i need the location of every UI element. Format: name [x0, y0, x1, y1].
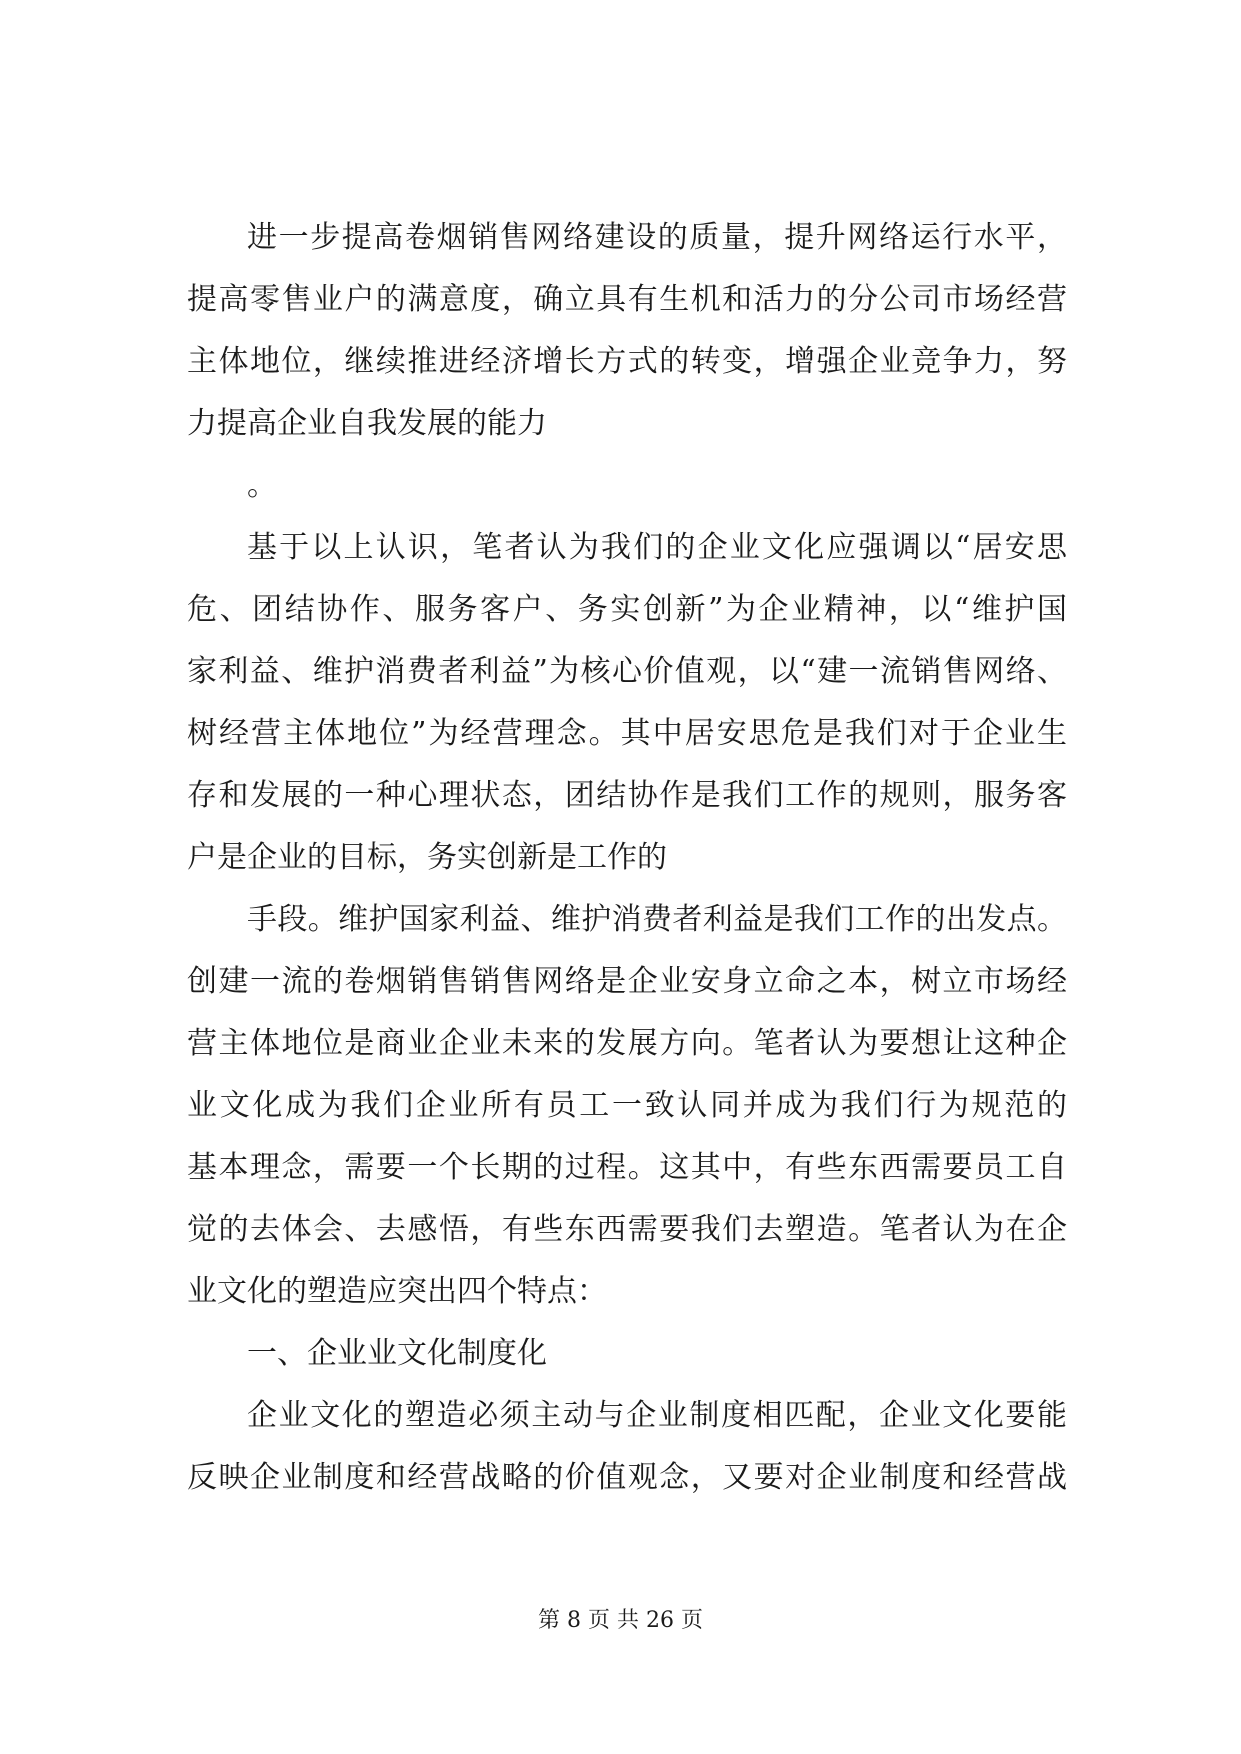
text-line: 树经营主体地位”为经营理念。其中居安思危是我们对于企业生	[187, 716, 1067, 751]
text-line: 基于以上认识，笔者认为我们的企业文化应强调以“居安思	[247, 530, 1067, 565]
text-line: 创建一流的卷烟销售销售网络是企业安身立命之本，树立市场经	[187, 964, 1067, 999]
text-line: 业文化成为我们企业所有员工一致认同并成为我们行为规范的	[187, 1088, 1067, 1123]
page-footer	[0, 1606, 1241, 1636]
document-body	[187, 207, 1067, 1509]
text-line: 力提高企业自我发展的能力	[187, 406, 547, 441]
section-heading: 一、企业业文化制度化	[247, 1336, 547, 1371]
text-line: 户是企业的目标，务实创新是工作的	[187, 840, 667, 875]
text-line: 危、团结协作、服务客户、务实创新”为企业精神，以“维护国	[187, 592, 1067, 627]
text-line: 手段。维护国家利益、维护消费者利益是我们工作的出发点。	[247, 902, 1067, 937]
text-line: 基本理念，需要一个长期的过程。这其中，有些东西需要员工自	[187, 1150, 1067, 1185]
page-number-label: 第 8 页 共 26 页	[538, 1608, 703, 1633]
text-line: 企业文化的塑造必须主动与企业制度相匹配，企业文化要能	[247, 1398, 1067, 1433]
text-line: 进一步提高卷烟销售网络建设的质量，提升网络运行水平，	[247, 220, 1067, 255]
text-line: 存和发展的一种心理状态，团结协作是我们工作的规则，服务客	[187, 778, 1067, 813]
text-line: 家利益、维护消费者利益”为核心价值观，以“建一流销售网络、	[187, 654, 1067, 689]
text-line: 提高零售业户的满意度，确立具有生机和活力的分公司市场经营	[187, 282, 1067, 317]
text-line: 主体地位，继续推进经济增长方式的转变，增强企业竞争力，努	[187, 344, 1067, 379]
text-line: 反映企业制度和经营战略的价值观念，又要对企业制度和经营战	[187, 1460, 1067, 1495]
text-line: 觉的去体会、去感悟，有些东西需要我们去塑造。笔者认为在企	[187, 1212, 1067, 1247]
text-line: 业文化的塑造应突出四个特点：	[187, 1274, 607, 1309]
text-line: 营主体地位是商业企业未来的发展方向。笔者认为要想让这种企	[187, 1026, 1067, 1061]
text-line: 。	[247, 468, 277, 503]
